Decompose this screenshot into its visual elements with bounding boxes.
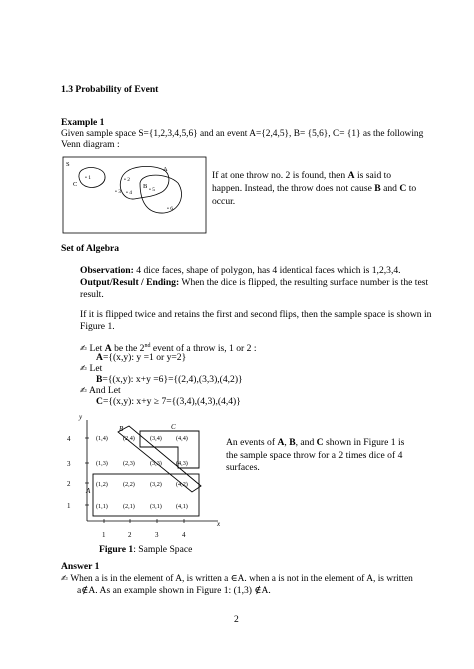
venn-caption-text: and <box>383 183 397 194</box>
figure-desc-text: , and <box>295 437 315 448</box>
observation <box>80 265 401 277</box>
x-tick-label: 4 <box>182 531 186 539</box>
x-axis-label: x <box>217 520 221 528</box>
venn-point-3: • 3 <box>115 189 122 195</box>
figure-caption-label: Figure 1 <box>99 544 134 555</box>
y-ticks <box>67 435 89 510</box>
sample-point: (1,3) <box>96 460 108 467</box>
region-c-label: C <box>171 423 176 431</box>
venn-caption-text: to <box>408 183 417 194</box>
set-a-definition <box>96 352 186 364</box>
sample-point: (3,2) <box>150 481 162 488</box>
set-b-label: B <box>96 374 103 385</box>
page-number: 2 <box>234 614 239 625</box>
set-c-def: ={(x,y): x+y ≥ 7={(3,4),(4,3),(4,4)} <box>102 396 241 407</box>
algebra-heading: Set of Algebra <box>61 243 120 254</box>
pencil-icon: ✍ <box>61 574 69 584</box>
x-tick-label: 2 <box>128 531 132 539</box>
venn-caption-text: is said to <box>356 170 392 181</box>
let-a-text: be the 2 <box>114 343 145 354</box>
region-b-label: B <box>119 425 124 433</box>
venn-caption-text: happen. Instead, the throw does not cause <box>212 183 372 194</box>
sample-point: (1,4) <box>96 435 108 442</box>
sample-point: (1,2) <box>96 481 108 488</box>
figure-desc-text: , <box>284 437 287 448</box>
venn-caption-a: A <box>347 170 355 181</box>
sample-point: (2,3) <box>123 460 135 467</box>
figure-desc-b: B <box>289 437 296 448</box>
venn-point-6: • 6 <box>167 206 174 212</box>
set-c-definition <box>96 396 241 408</box>
region-a-label: A <box>86 487 91 495</box>
superscript: nd <box>144 343 151 349</box>
venn-label-c: C <box>73 181 78 188</box>
pencil-icon: ✍ <box>80 344 88 354</box>
answer-heading: Answer 1 <box>61 561 100 572</box>
sample-point: (2,1) <box>123 503 135 510</box>
sample-point: (3,1) <box>150 503 162 510</box>
y-axis-label: y <box>79 413 83 421</box>
venn-diagram <box>60 155 210 235</box>
sample-point: (4,2) <box>176 481 188 488</box>
answer-line2: a∉A. As an example shown in Figure 1: (1,3) ∉A. <box>77 585 271 596</box>
venn-set-c <box>79 168 105 188</box>
venn-label-s: S <box>66 161 70 168</box>
observation-text: 4 dice faces, shape of polygon, has 4 identical faces which is 1,2,3,4. <box>136 265 401 276</box>
venn-point-1: • 1 <box>85 175 92 181</box>
set-a-label: A <box>96 352 103 363</box>
example-text-line2: Venn diagram : <box>61 139 120 150</box>
venn-caption <box>212 169 422 208</box>
figure-desc-a: A <box>277 437 285 448</box>
set-b-def: ={(x,y): x+y =6}={(2,4),(3,3),(4,2)} <box>102 374 243 385</box>
flip-text: If it is flipped twice and retains the first and second flips, then the sample space is shown in Figure 1. <box>80 309 432 332</box>
output-result <box>80 277 436 301</box>
y-tick-label: 1 <box>67 502 71 510</box>
figure-desc-text: surfaces. <box>226 462 260 473</box>
sample-point: (3,3) <box>150 460 162 467</box>
venn-point-2: • 2 <box>124 177 131 183</box>
x-tick-label: 3 <box>155 531 159 539</box>
x-ticks <box>102 519 186 539</box>
let-a-text: Let <box>89 343 103 354</box>
sample-points <box>96 435 188 510</box>
figure-desc-text: shown in Figure 1 is <box>326 437 405 448</box>
sample-space-figure <box>60 410 226 544</box>
sample-point: (3,4) <box>150 435 162 442</box>
venn-point-5: • 5 <box>149 187 156 193</box>
sample-point: (1,1) <box>96 503 108 510</box>
example-heading: Example 1 <box>61 117 105 128</box>
figure-desc-text: An events of <box>226 437 276 448</box>
venn-set-b <box>140 175 182 213</box>
section-title: 1.3 Probability of Event <box>61 84 159 95</box>
venn-caption-b: B <box>374 183 381 194</box>
venn-caption-c: C <box>399 183 407 194</box>
region-c <box>140 431 199 468</box>
let-b-text: Let <box>89 363 103 374</box>
sample-point: (4,4) <box>176 435 188 442</box>
y-tick-label: 4 <box>67 435 71 443</box>
let-a-text: event of a throw is, 1 or 2 : <box>152 343 257 354</box>
y-tick-label: 3 <box>67 460 71 468</box>
figure-desc-c: C <box>316 437 324 448</box>
venn-label-b: B <box>143 183 148 190</box>
figure-caption <box>99 544 192 556</box>
sample-point: (2,4) <box>123 435 135 442</box>
output-text: When the dice is flipped, the resulting surface number is the test result. <box>80 277 429 300</box>
set-a-def: ={(x,y): y =1 or y=2} <box>102 352 187 363</box>
let-a-label: A <box>104 343 112 354</box>
venn-label-a: A <box>163 166 168 173</box>
output-label: Output/Result / Ending: <box>80 277 180 288</box>
pencil-icon: ✍ <box>80 386 88 396</box>
answer-text: When a is in the element of A, is written a ∈A. when a is not in the element of A, is written <box>70 574 413 584</box>
answer-line1 <box>61 573 413 585</box>
figure-caption-text: : Sample Space <box>133 544 193 555</box>
example-text-line1: Given sample space S={1,2,3,4,5,6} and an event A={2,4,5}, B= {5,6}, C= {1} as the following <box>61 129 424 139</box>
and-let-text: And Let <box>89 385 121 396</box>
venn-caption-text: If at one throw no. 2 is found, then <box>212 170 346 181</box>
sample-point: (4,3) <box>176 460 188 467</box>
venn-point-4: • 4 <box>126 190 133 196</box>
pencil-icon: ✍ <box>80 364 88 374</box>
sample-point: (2,2) <box>123 481 135 488</box>
x-tick-label: 1 <box>102 531 106 539</box>
set-c-label: C <box>96 396 103 407</box>
venn-caption-text: occur. <box>212 196 236 207</box>
figure-description <box>226 437 431 475</box>
y-tick-label: 2 <box>67 480 71 488</box>
figure-desc-text: the sample space throw for a 2 times dice of 4 <box>226 449 403 461</box>
sample-point: (4,1) <box>176 503 188 510</box>
observation-label: Observation: <box>80 265 134 276</box>
